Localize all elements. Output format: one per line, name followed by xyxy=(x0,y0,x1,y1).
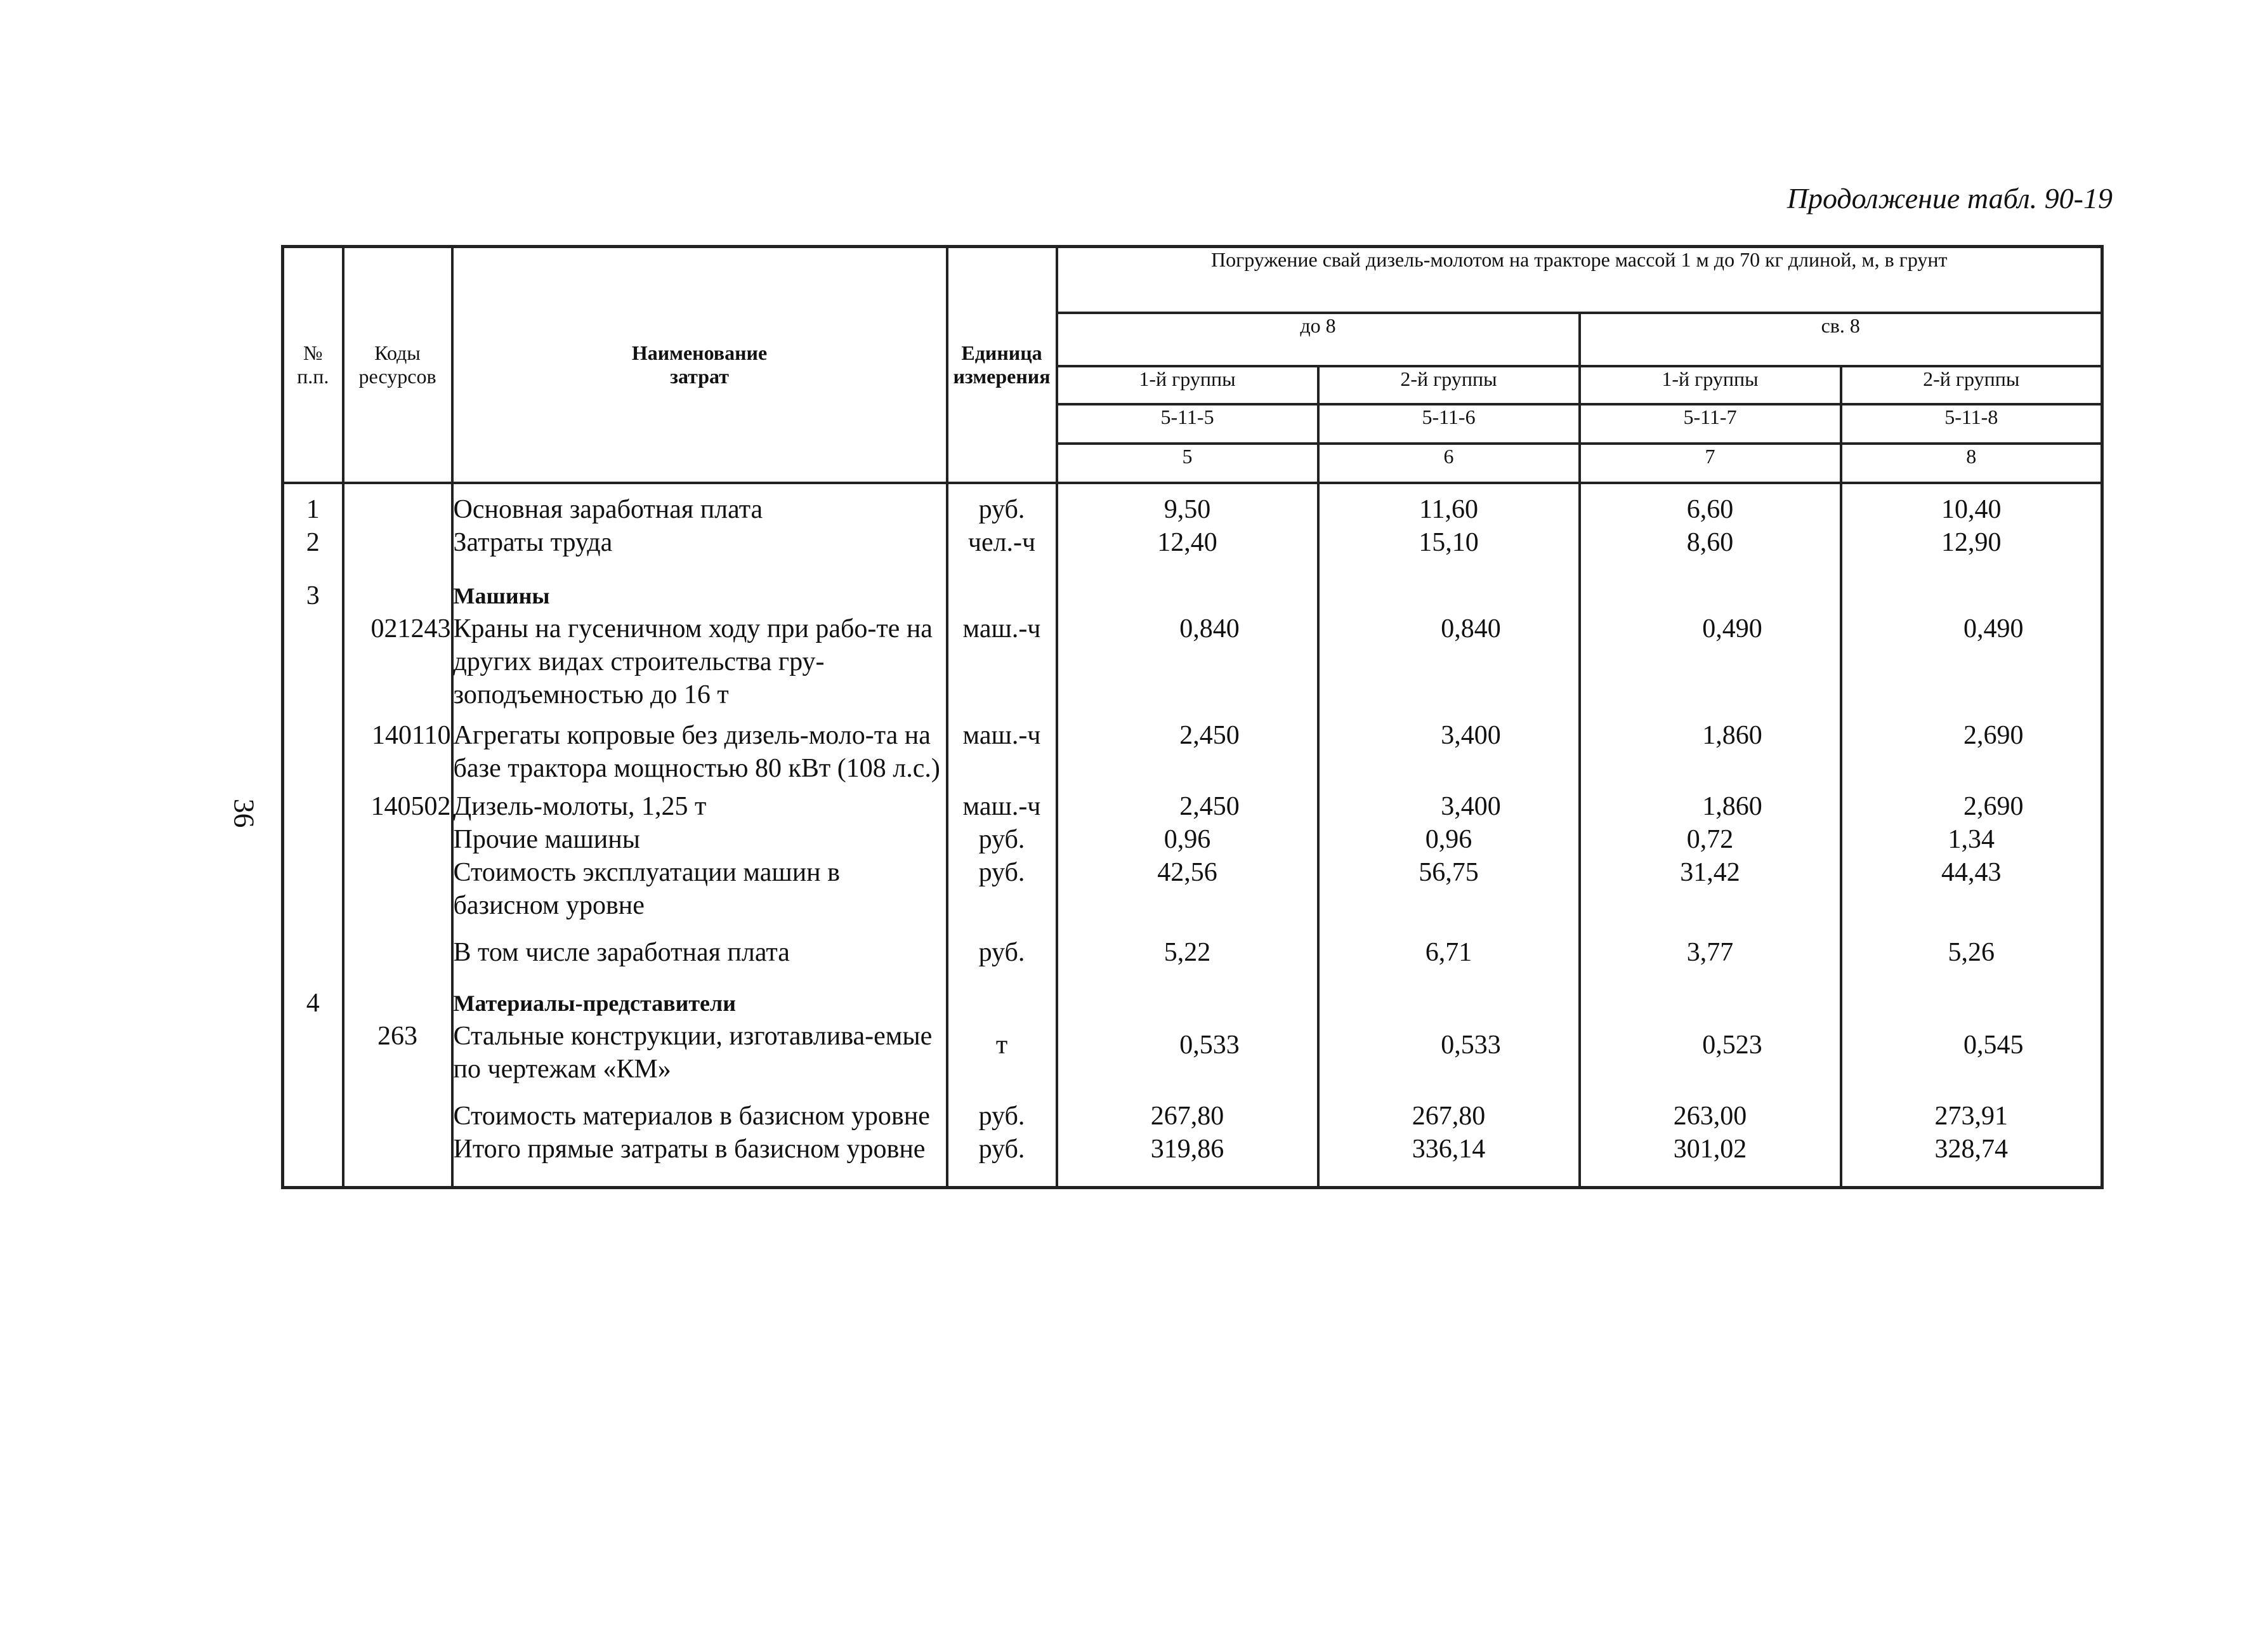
page-number: 36 xyxy=(228,798,261,828)
row-num: 2 xyxy=(283,526,343,559)
row-value: 267,80 xyxy=(1057,1100,1318,1133)
table-row xyxy=(283,559,2102,612)
row-num xyxy=(283,1133,343,1188)
row-name: Итого прямые затраты в базисном уровне xyxy=(452,1133,947,1188)
row-unit: руб. xyxy=(947,1133,1057,1188)
row-unit: руб. xyxy=(947,483,1057,526)
row-code xyxy=(343,823,452,856)
row-code xyxy=(343,559,452,612)
row-value: 336,14 xyxy=(1318,1133,1580,1188)
row-name: Основная заработная плата xyxy=(452,483,947,526)
table-row xyxy=(283,719,2102,790)
row-name: Краны на гусеничном ходу при рабо-те на других видах строительства гру-зоподъемностью до 16 т xyxy=(452,612,947,719)
row-unit: т xyxy=(947,1020,1057,1100)
row-value xyxy=(1057,559,1318,612)
row-num: 4 xyxy=(283,969,343,1020)
row-code xyxy=(343,1133,452,1188)
row-code xyxy=(343,1100,452,1133)
row-code: 140110 xyxy=(343,719,452,790)
row-value: 3,400 xyxy=(1318,790,1580,823)
row-value: 328,74 xyxy=(1841,1133,2102,1188)
header-colnum-7: 7 xyxy=(1580,444,1841,483)
row-value: 2,450 xyxy=(1057,719,1318,790)
row-value: 15,10 xyxy=(1318,526,1580,559)
table-row xyxy=(283,969,2102,1020)
row-value: 2,450 xyxy=(1057,790,1318,823)
header-group-1: 1-й группы xyxy=(1057,366,1318,404)
row-num xyxy=(283,823,343,856)
table-row xyxy=(283,823,2102,856)
row-value xyxy=(1057,969,1318,1020)
row-value: 0,523 xyxy=(1580,1020,1841,1100)
table-row xyxy=(283,936,2102,969)
row-unit: маш.-ч xyxy=(947,612,1057,719)
row-value: 1,34 xyxy=(1841,823,2102,856)
table-caption: Продолжение табл. 90-19 xyxy=(1786,182,2113,214)
table-row xyxy=(283,1100,2102,1133)
row-unit: руб. xyxy=(947,823,1057,856)
header-code-4: 5-11-8 xyxy=(1841,404,2102,444)
header-group-2: 2-й группы xyxy=(1318,366,1580,404)
cost-table xyxy=(281,245,2104,1189)
row-name: Стоимость материалов в базисном уровне xyxy=(452,1100,947,1133)
row-value: 11,60 xyxy=(1318,483,1580,526)
header-name: Наименование затрат xyxy=(452,247,947,483)
header-colnum-8: 8 xyxy=(1841,444,2102,483)
row-value: 3,400 xyxy=(1318,719,1580,790)
row-value: 56,75 xyxy=(1318,856,1580,936)
table-row xyxy=(283,856,2102,936)
row-value: 6,60 xyxy=(1580,483,1841,526)
row-unit: руб. xyxy=(947,936,1057,969)
row-value: 2,690 xyxy=(1841,790,2102,823)
row-value: 2,690 xyxy=(1841,719,2102,790)
row-unit: руб. xyxy=(947,1100,1057,1133)
row-value: 0,72 xyxy=(1580,823,1841,856)
row-value: 8,60 xyxy=(1580,526,1841,559)
row-value: 9,50 xyxy=(1057,483,1318,526)
table-header xyxy=(283,247,2102,483)
row-value: 5,26 xyxy=(1841,936,2102,969)
table-row xyxy=(283,612,2102,719)
row-value: 0,490 xyxy=(1580,612,1841,719)
row-unit: руб. xyxy=(947,856,1057,936)
row-value xyxy=(1318,559,1580,612)
row-code xyxy=(343,936,452,969)
row-value: 1,860 xyxy=(1580,790,1841,823)
header-length-a: до 8 xyxy=(1057,313,1580,366)
row-value: 5,22 xyxy=(1057,936,1318,969)
row-num: 1 xyxy=(283,483,343,526)
row-code: 140502 xyxy=(343,790,452,823)
header-code-1: 5-11-5 xyxy=(1057,404,1318,444)
row-num xyxy=(283,612,343,719)
header-length-b: св. 8 xyxy=(1580,313,2102,366)
header-code-3: 5-11-7 xyxy=(1580,404,1841,444)
header-group-title: Погружение свай дизель-молотом на тракторе массой 1 м до 70 кг длиной, м, в грунт xyxy=(1057,247,2102,313)
row-code xyxy=(343,969,452,1020)
row-value: 267,80 xyxy=(1318,1100,1580,1133)
row-value: 0,490 xyxy=(1841,612,2102,719)
header-unit: Единица измерения xyxy=(947,247,1057,483)
row-value: 12,90 xyxy=(1841,526,2102,559)
row-value: 319,86 xyxy=(1057,1133,1318,1188)
row-value: 273,91 xyxy=(1841,1100,2102,1133)
row-value: 0,533 xyxy=(1057,1020,1318,1100)
table-row xyxy=(283,483,2102,526)
row-num xyxy=(283,719,343,790)
header-code: Коды ресурсов xyxy=(343,247,452,483)
row-value: 3,77 xyxy=(1580,936,1841,969)
section-title-machines: Машины xyxy=(452,559,947,612)
row-value xyxy=(1841,559,2102,612)
row-value: 44,43 xyxy=(1841,856,2102,936)
row-code xyxy=(343,526,452,559)
header-code-2: 5-11-6 xyxy=(1318,404,1580,444)
row-value: 1,860 xyxy=(1580,719,1841,790)
table-row xyxy=(283,1133,2102,1188)
row-value: 0,533 xyxy=(1318,1020,1580,1100)
row-value: 42,56 xyxy=(1057,856,1318,936)
row-unit: маш.-ч xyxy=(947,790,1057,823)
row-code xyxy=(343,483,452,526)
row-unit: маш.-ч xyxy=(947,719,1057,790)
row-name: Агрегаты копровые без дизель-моло-та на базе трактора мощностью 80 кВт (108 л.с.) xyxy=(452,719,947,790)
row-value xyxy=(1580,559,1841,612)
row-value: 263,00 xyxy=(1580,1100,1841,1133)
row-num: 3 xyxy=(283,559,343,612)
header-colnum-5: 5 xyxy=(1057,444,1318,483)
row-unit xyxy=(947,969,1057,1020)
row-value: 12,40 xyxy=(1057,526,1318,559)
row-name: В том числе заработная плата xyxy=(452,936,947,969)
row-num xyxy=(283,1100,343,1133)
table-body xyxy=(283,483,2102,1188)
row-value: 301,02 xyxy=(1580,1133,1841,1188)
row-num xyxy=(283,936,343,969)
row-name: Затраты труда xyxy=(452,526,947,559)
row-code xyxy=(343,856,452,936)
section-title-materials: Материалы-представители xyxy=(452,969,947,1020)
row-value xyxy=(1318,969,1580,1020)
row-value: 0,545 xyxy=(1841,1020,2102,1100)
row-num xyxy=(283,856,343,936)
row-num xyxy=(283,1020,343,1100)
row-num xyxy=(283,790,343,823)
row-name: Стальные конструкции, изготавлива-емые по чертежам «КМ» xyxy=(452,1020,947,1100)
table-row xyxy=(283,790,2102,823)
row-name: Дизель-молоты, 1,25 т xyxy=(452,790,947,823)
row-value: 0,96 xyxy=(1057,823,1318,856)
row-value: 10,40 xyxy=(1841,483,2102,526)
header-num: № п.п. xyxy=(283,247,343,483)
row-value: 0,840 xyxy=(1057,612,1318,719)
header-group-4: 2-й группы xyxy=(1841,366,2102,404)
row-name: Стоимость эксплуатации машин в базисном уровне xyxy=(452,856,947,936)
row-value: 31,42 xyxy=(1580,856,1841,936)
row-value xyxy=(1580,969,1841,1020)
header-colnum-6: 6 xyxy=(1318,444,1580,483)
row-value xyxy=(1841,969,2102,1020)
row-code: 021243 xyxy=(343,612,452,719)
row-value: 0,840 xyxy=(1318,612,1580,719)
table-row xyxy=(283,526,2102,559)
row-unit: чел.-ч xyxy=(947,526,1057,559)
row-unit xyxy=(947,559,1057,612)
table-row xyxy=(283,1020,2102,1100)
row-name: Прочие машины xyxy=(452,823,947,856)
row-value: 0,96 xyxy=(1318,823,1580,856)
header-group-3: 1-й группы xyxy=(1580,366,1841,404)
row-value: 6,71 xyxy=(1318,936,1580,969)
row-code: 263 xyxy=(343,1020,452,1100)
